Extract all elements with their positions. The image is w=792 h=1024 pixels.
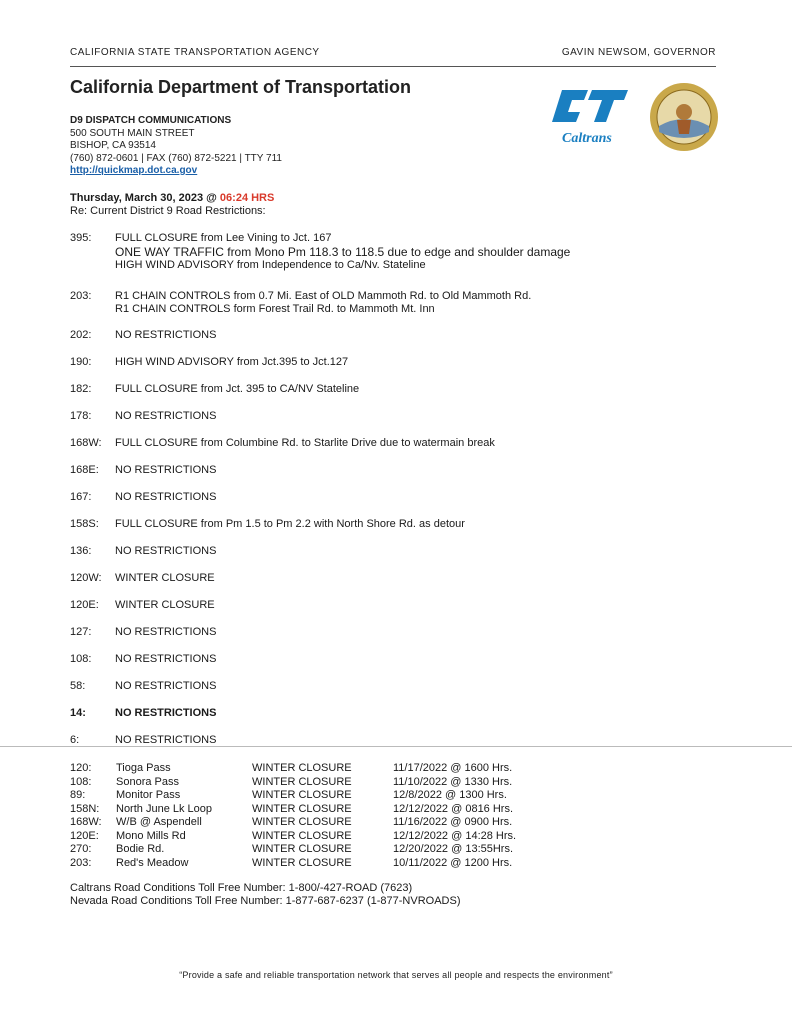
restriction-details bbox=[115, 410, 216, 423]
office-name: D9 DISPATCH COMMUNICATIONS bbox=[70, 115, 232, 126]
route-number: 136: bbox=[70, 545, 92, 557]
restriction-line: NO RESTRICTIONS bbox=[115, 626, 217, 638]
restriction-line: NO RESTRICTIONS bbox=[115, 680, 217, 692]
section-divider bbox=[0, 746, 792, 747]
restriction-line: NO RESTRICTIONS bbox=[115, 734, 217, 746]
closure-name: Mono Mills Rd bbox=[116, 829, 186, 842]
route-number: 120E: bbox=[70, 599, 99, 611]
closure-date: 10/11/2022 @ 1200 Hrs. bbox=[393, 856, 513, 869]
restriction-line: NO RESTRICTIONS bbox=[115, 491, 217, 503]
restriction-details bbox=[115, 356, 348, 369]
restriction-details bbox=[115, 437, 495, 450]
restriction-details bbox=[115, 290, 531, 316]
restriction-details bbox=[115, 653, 216, 666]
restriction-line: R1 CHAIN CONTROLS form Forest Trail Rd. to Mammoth Mt. Inn bbox=[115, 303, 435, 315]
route-number: 168E: bbox=[70, 464, 99, 476]
route-number: 190: bbox=[70, 356, 92, 368]
closure-route: 120E: bbox=[70, 829, 99, 842]
restriction-line: FULL CLOSURE from Pm 1.5 to Pm 2.2 with North Shore Rd. as detour bbox=[115, 518, 465, 530]
state-seal-icon bbox=[649, 82, 719, 152]
department-title: California Department of Transportation bbox=[70, 77, 412, 97]
closure-status: WINTER CLOSURE bbox=[252, 802, 352, 815]
restriction-line: WINTER CLOSURE bbox=[115, 599, 215, 611]
closure-status: WINTER CLOSURE bbox=[252, 789, 352, 801]
report-date-text: Thursday, March 30, 2023 @ bbox=[70, 192, 220, 204]
caltrans-wordmark: Caltrans bbox=[562, 131, 612, 146]
restriction-details bbox=[115, 464, 216, 477]
closure-date: 12/20/2022 @ 13:55Hrs. bbox=[393, 843, 514, 855]
route-number: 167: bbox=[70, 491, 92, 503]
nevada-toll-number: Nevada Road Conditions Toll Free Number: 1-877-687-6237 (1-877-NVROADS) bbox=[70, 895, 461, 907]
restriction-line: NO RESTRICTIONS bbox=[115, 464, 217, 476]
closure-status: WINTER CLOSURE bbox=[252, 829, 352, 842]
closure-date: 11/17/2022 @ 1600 Hrs. bbox=[393, 762, 513, 774]
closure-status: WINTER CLOSURE bbox=[252, 843, 352, 855]
route-number: 182: bbox=[70, 383, 92, 395]
closure-date: 11/16/2022 @ 0900 Hrs. bbox=[393, 816, 513, 828]
office-phone: (760) 872-0601 | FAX (760) 872-5221 | TTY 711 bbox=[70, 152, 282, 164]
agency-name: CALIFORNIA STATE TRANSPORTATION AGENCY bbox=[70, 47, 320, 58]
closure-status: WINTER CLOSURE bbox=[252, 856, 352, 869]
restriction-details bbox=[115, 329, 216, 342]
route-number: 120W: bbox=[70, 572, 102, 584]
closure-route: 168W: bbox=[70, 816, 102, 828]
restriction-line: FULL CLOSURE from Columbine Rd. to Starlite Drive due to watermain break bbox=[115, 437, 495, 449]
closure-name: North June Lk Loop bbox=[116, 802, 213, 815]
route-number: 395: bbox=[70, 232, 92, 244]
restriction-details bbox=[115, 626, 216, 639]
restriction-line: HIGH WIND ADVISORY from Independence to Ca/Nv. Stateline bbox=[115, 259, 426, 271]
closure-name: Bodie Rd. bbox=[116, 843, 165, 855]
restriction-line: NO RESTRICTIONS bbox=[115, 410, 217, 422]
restriction-line: HIGH WIND ADVISORY from Jct.395 to Jct.127 bbox=[115, 356, 349, 368]
restriction-details bbox=[115, 383, 359, 396]
toll-numbers bbox=[70, 882, 461, 908]
closure-route: 108: bbox=[70, 775, 92, 788]
route-number: 127: bbox=[70, 626, 92, 638]
restriction-line: NO RESTRICTIONS bbox=[115, 653, 217, 665]
restriction-line: FULL CLOSURE from Lee Vining to Jct. 167 bbox=[115, 232, 332, 244]
caltrans-toll-number: Caltrans Road Conditions Toll Free Number: 1-800/-427-ROAD (7623) bbox=[70, 882, 413, 894]
route-number: 58: bbox=[70, 680, 86, 692]
restriction-line: NO RESTRICTIONS bbox=[115, 707, 217, 719]
restriction-line: R1 CHAIN CONTROLS from 0.7 Mi. East of OLD Mammoth Rd. to Old Mammoth Rd. bbox=[115, 290, 532, 302]
closure-name: W/B @ Aspendell bbox=[116, 816, 202, 828]
closure-route: 270: bbox=[70, 843, 92, 855]
office-city: BISHOP, CA 93514 bbox=[70, 140, 156, 151]
report-subject: Re: Current District 9 Road Restrictions: bbox=[70, 205, 266, 217]
route-number: 203: bbox=[70, 290, 92, 302]
restriction-line: WINTER CLOSURE bbox=[115, 572, 215, 584]
route-number: 168W: bbox=[70, 437, 102, 449]
closure-name: Monitor Pass bbox=[116, 789, 181, 801]
mission-quote: “Provide a safe and reliable transportation network that serves all people and respects the environment” bbox=[179, 970, 613, 980]
route-number: 178: bbox=[70, 410, 92, 422]
closure-status: WINTER CLOSURE bbox=[252, 775, 352, 788]
route-number: 6: bbox=[70, 734, 80, 746]
closure-date: 12/12/2022 @ 0816 Hrs. bbox=[393, 802, 514, 815]
office-block bbox=[70, 115, 282, 178]
closure-date: 12/12/2022 @ 14:28 Hrs. bbox=[393, 829, 517, 842]
closure-status: WINTER CLOSURE bbox=[252, 816, 352, 828]
restriction-details bbox=[115, 707, 216, 720]
route-number: 158S: bbox=[70, 518, 99, 530]
closure-date: 11/10/2022 @ 1330 Hrs. bbox=[393, 775, 513, 788]
restriction-details bbox=[115, 491, 216, 504]
restriction-line: FULL CLOSURE from Jct. 395 to CA/NV Stateline bbox=[115, 383, 360, 395]
restriction-details bbox=[115, 518, 465, 531]
restriction-details bbox=[115, 572, 215, 585]
restriction-details bbox=[115, 680, 216, 693]
office-street: 500 SOUTH MAIN STREET bbox=[70, 127, 195, 139]
closure-route: 203: bbox=[70, 856, 92, 869]
restriction-line: NO RESTRICTIONS bbox=[115, 329, 217, 341]
closure-route: 120: bbox=[70, 762, 92, 774]
restriction-details bbox=[115, 599, 215, 612]
restriction-details bbox=[115, 232, 570, 272]
closure-date: 12/8/2022 @ 1300 Hrs. bbox=[393, 789, 507, 801]
route-number: 202: bbox=[70, 329, 92, 341]
governor-name: GAVIN NEWSOM, GOVERNOR bbox=[561, 47, 716, 58]
quickmap-link[interactable]: http://quickmap.dot.ca.gov bbox=[70, 165, 198, 176]
report-time: 06:24 HRS bbox=[219, 192, 275, 204]
closure-name: Sonora Pass bbox=[116, 775, 179, 788]
closure-name: Red's Meadow bbox=[116, 856, 189, 869]
route-number: 14: bbox=[70, 707, 86, 719]
restriction-line: NO RESTRICTIONS bbox=[115, 545, 217, 557]
route-number: 108: bbox=[70, 653, 92, 665]
caltrans-logo-icon bbox=[548, 84, 632, 150]
closure-route: 158N: bbox=[70, 802, 100, 815]
restriction-line: ONE WAY TRAFFIC from Mono Pm 118.3 to 118.5 due to edge and shoulder damage bbox=[115, 245, 571, 259]
closure-route: 89: bbox=[70, 789, 86, 801]
closure-name: Tioga Pass bbox=[116, 762, 171, 774]
restriction-details bbox=[115, 545, 216, 558]
header-divider bbox=[70, 66, 716, 67]
report-date bbox=[70, 192, 274, 204]
closure-status: WINTER CLOSURE bbox=[252, 762, 352, 774]
